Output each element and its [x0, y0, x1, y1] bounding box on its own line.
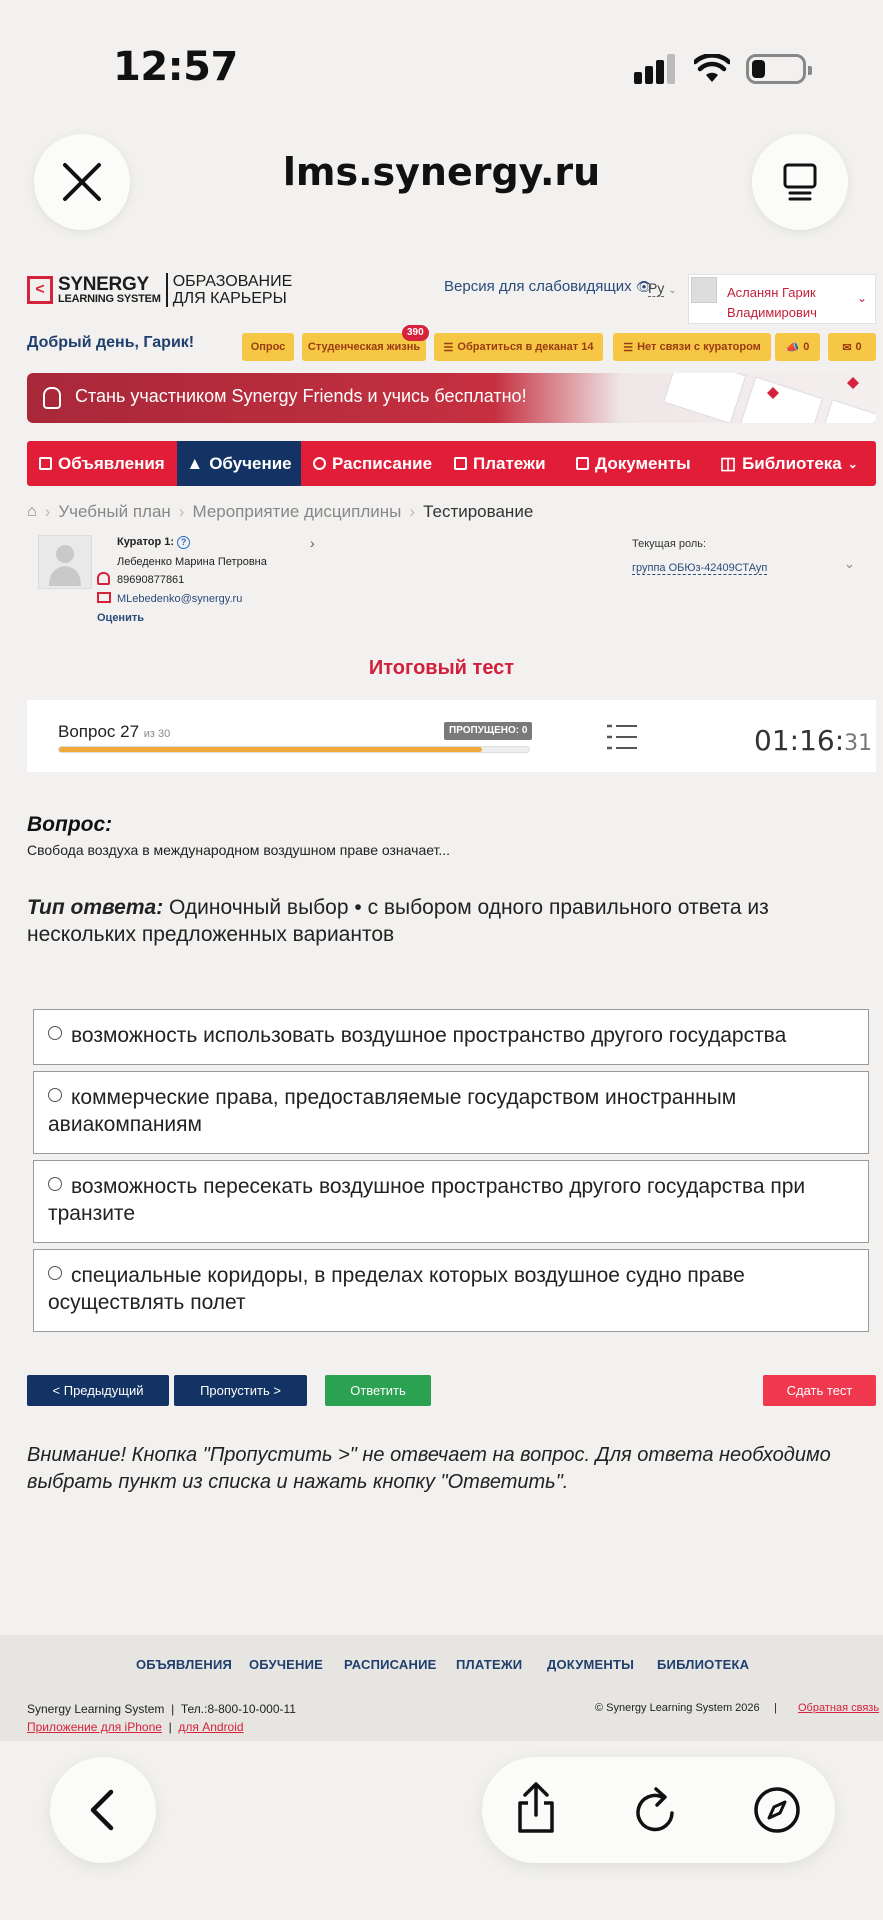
nav-label-payments: Платежи — [473, 453, 546, 473]
footer-copyright: © Synergy Learning System 2026 — [595, 1702, 760, 1714]
answer-type-label: Тип ответа: — [27, 896, 164, 919]
logo-tagline-1: ОБРАЗОВАНИЕ — [172, 273, 293, 290]
accessibility-label: Версия для слабовидящих — [444, 278, 632, 295]
question-counter — [58, 722, 170, 742]
compass-icon[interactable] — [752, 1785, 802, 1835]
footer-link-payments[interactable]: ПЛАТЕЖИ — [456, 1657, 523, 1672]
radio-button[interactable] — [48, 1266, 62, 1280]
book-icon: ◫ — [720, 453, 737, 473]
footer-iphone-link[interactable]: Приложение для iPhone — [27, 1720, 162, 1734]
footer-android-link[interactable]: для Android — [178, 1720, 244, 1734]
chevron-down-icon: ⌄ — [668, 285, 677, 296]
curator-label — [117, 536, 190, 549]
answer-option[interactable] — [33, 1160, 869, 1243]
student-life-badge: 390 — [402, 325, 429, 341]
curator-contact-label: Нет связи с куратором — [637, 341, 761, 353]
question-list-icon[interactable] — [607, 724, 637, 750]
timer-main: 01:16: — [754, 724, 845, 757]
user-name-first: Асланян Гарик — [727, 285, 816, 300]
share-icon[interactable] — [514, 1781, 558, 1835]
question-number: Вопрос 27 — [58, 722, 140, 741]
logo-name: SYNERGY — [58, 274, 149, 295]
rate-curator-link[interactable]: Оценить — [97, 612, 144, 624]
skip-warning: Внимание! Кнопка "Пропустить >" не отвечает на вопрос. Для ответа необходимо выбрать пункт из списка и нажать кнопку "Ответить". — [27, 1444, 831, 1493]
announcements-count: 0 — [803, 341, 810, 353]
wallet-icon — [454, 457, 467, 470]
chevron-right-icon[interactable]: › — [310, 535, 315, 551]
browser-actions-pill — [482, 1757, 835, 1863]
banner-cards-graphic — [647, 373, 876, 423]
poll-label: Опрос — [250, 341, 286, 353]
close-icon — [62, 162, 102, 202]
megaphone-icon: 📣 — [785, 341, 800, 354]
footer-link-study[interactable]: ОБУЧЕНИЕ — [249, 1657, 324, 1672]
answer-type-text: Одиночный выбор • с выбором одного правильного ответа из нескольких предложенных вариантов — [27, 896, 769, 946]
footer-link-documents[interactable]: ДОКУМЕНТЫ — [547, 1657, 635, 1672]
question-progress-panel — [27, 700, 876, 772]
nav-item-documents[interactable] — [576, 441, 691, 486]
banner-text: Стань участником Synergy Friends и учись бесплатно! — [75, 386, 527, 406]
breadcrumb-separator: › — [44, 502, 51, 521]
previous-button[interactable]: < Предыдущий — [27, 1375, 169, 1406]
mail-icon — [97, 592, 111, 603]
eye-icon: 👁 — [635, 279, 653, 294]
nav-item-study[interactable] — [177, 441, 301, 486]
nav-label-library: Библиотека — [742, 453, 842, 473]
curator-contact-chip[interactable] — [613, 333, 771, 361]
question-heading: Вопрос: — [27, 813, 113, 836]
deanery-chip[interactable] — [434, 333, 603, 361]
footer-link-announcements[interactable]: ОБЪЯВЛЕНИЯ — [136, 1657, 233, 1672]
synergy-friends-banner[interactable] — [27, 373, 876, 423]
breadcrumb-separator: › — [178, 502, 185, 521]
close-tab-button[interactable] — [34, 134, 130, 230]
chevron-down-icon[interactable]: ⌄ — [844, 556, 855, 571]
language-select[interactable] — [648, 280, 677, 296]
clock-icon — [313, 457, 326, 470]
nav-item-payments[interactable] — [454, 441, 546, 486]
chevron-down-icon: ⌄ — [847, 456, 858, 471]
main-navbar — [27, 441, 876, 486]
radio-button[interactable] — [48, 1088, 62, 1102]
synergy-logo-mark: < — [27, 276, 53, 304]
question-total: из 30 — [143, 728, 171, 740]
skip-button[interactable]: Пропустить > — [174, 1375, 307, 1406]
headset-icon — [97, 572, 110, 585]
mail-count: 0 — [855, 341, 862, 353]
list-icon — [39, 457, 52, 470]
footer-divider: | — [774, 1702, 777, 1714]
nav-label-schedule: Расписание — [332, 453, 433, 473]
footer-phone: Тел.:8-800-10-000-11 — [180, 1702, 296, 1716]
document-icon — [576, 457, 589, 470]
footer-link-library[interactable]: БИБЛИОТЕКА — [657, 1657, 750, 1672]
mail-icon: ✉ — [842, 341, 852, 354]
wifi-icon — [694, 54, 730, 84]
footer-apps-line: Приложение для iPhone | для Android — [27, 1720, 244, 1734]
footer-company: Synergy Learning System — [27, 1702, 165, 1716]
breadcrumb-plan[interactable]: Учебный план — [58, 502, 171, 521]
deanery-label: Обратиться в деканат 14 — [457, 341, 594, 353]
answer-option[interactable] — [33, 1009, 869, 1065]
synergy-logo[interactable] — [27, 273, 292, 307]
answer-button[interactable]: Ответить — [325, 1375, 431, 1406]
user-name-last: Владимирович — [727, 305, 817, 320]
breadcrumb-separator: › — [409, 502, 416, 521]
role-select[interactable]: группа ОБЮз-42409СТАуп — [632, 562, 768, 574]
timer — [754, 724, 872, 757]
role-label: Текущая роль: — [632, 538, 707, 550]
progress-bar-fill — [59, 747, 482, 752]
curator-avatar — [38, 535, 92, 589]
footer-company-line: Synergy Learning System | Тел.:8-800-10-000-11 — [27, 1702, 296, 1716]
reload-icon[interactable] — [632, 1785, 680, 1835]
language-value: Ру — [648, 280, 665, 296]
help-icon[interactable]: ? — [177, 536, 190, 549]
graduation-cap-icon: ▲ — [186, 453, 204, 473]
nav-label-study: Обучение — [209, 453, 292, 473]
answer-option-text: возможность пересекать воздушное пространство другого государства при транзите — [48, 1175, 806, 1225]
nav-item-library[interactable] — [720, 441, 858, 486]
question-text: Свобода воздуха в международном воздушном праве означает... — [27, 842, 451, 858]
answer-type — [27, 894, 867, 948]
radio-button[interactable] — [48, 1177, 62, 1191]
announcements-chip[interactable] — [775, 333, 820, 361]
curator-phone: 89690877861 — [117, 574, 185, 586]
nav-label-announcements: Объявления — [58, 453, 165, 473]
mail-chip[interactable] — [828, 333, 876, 361]
home-icon[interactable]: ⌂ — [27, 503, 37, 520]
logo-divider — [166, 273, 168, 307]
breadcrumb-current: Тестирование — [423, 502, 534, 521]
breadcrumb — [27, 502, 533, 522]
hand-pointer-icon — [43, 387, 61, 409]
footer-feedback-link[interactable]: Обратная связь — [798, 1702, 880, 1714]
avatar — [691, 277, 717, 303]
reader-mode-button[interactable] — [752, 134, 848, 230]
curator-email[interactable]: MLebedenko@synergy.ru — [117, 593, 243, 605]
address-bar-url[interactable]: lms.synergy.ru — [282, 150, 601, 194]
battery-icon — [746, 54, 806, 84]
cellular-signal-icon — [634, 54, 678, 84]
page-title: Итоговый тест — [368, 657, 515, 679]
curator-label-text: Куратор 1: — [117, 536, 175, 548]
answer-option[interactable] — [33, 1071, 869, 1154]
headset-icon: ☰ — [443, 341, 454, 354]
reader-icon — [780, 162, 820, 202]
progress-bar — [58, 746, 530, 753]
answer-option-text: коммерческие права, предоставляемые государством иностранным авиакомпаниям — [48, 1086, 737, 1136]
nav-label-documents: Документы — [595, 453, 691, 473]
accessibility-version-link[interactable] — [444, 278, 652, 295]
logo-sub: LEARNING SYSTEM — [58, 293, 161, 305]
student-life-label: Студенческая жизнь — [307, 341, 421, 353]
answer-option-text: возможность использовать воздушное пространство другого государства — [71, 1024, 787, 1047]
answer-option-text: специальные коридоры, в пределах которых воздушное судно праве осуществлять полет — [48, 1264, 745, 1314]
breadcrumb-event[interactable]: Мероприятие дисциплины — [192, 502, 402, 521]
poll-chip[interactable] — [242, 333, 294, 361]
chevron-down-icon: ⌄ — [856, 291, 867, 305]
nav-item-schedule[interactable] — [313, 441, 432, 486]
chevron-left-icon — [83, 1788, 123, 1832]
greeting: Добрый день, Гарик! — [27, 334, 195, 351]
site-footer — [0, 1635, 883, 1741]
timer-seconds: 31 — [844, 731, 873, 756]
skipped-badge: ПРОПУЩЕНО: 0 — [444, 722, 532, 740]
status-time: 12:57 — [113, 44, 238, 90]
logo-tagline-2: ДЛЯ КАРЬЕРЫ — [172, 290, 287, 307]
back-button[interactable] — [50, 1757, 156, 1863]
headset-icon: ☰ — [623, 341, 634, 354]
radio-button[interactable] — [48, 1026, 62, 1040]
answer-option[interactable] — [33, 1249, 869, 1332]
footer-link-schedule[interactable]: РАСПИСАНИЕ — [344, 1657, 437, 1672]
user-menu[interactable] — [688, 274, 876, 324]
curator-name: Лебеденко Марина Петровна — [117, 556, 267, 568]
submit-test-button[interactable]: Сдать тест — [763, 1375, 876, 1406]
person-icon — [39, 536, 91, 588]
nav-item-announcements[interactable] — [39, 441, 165, 486]
